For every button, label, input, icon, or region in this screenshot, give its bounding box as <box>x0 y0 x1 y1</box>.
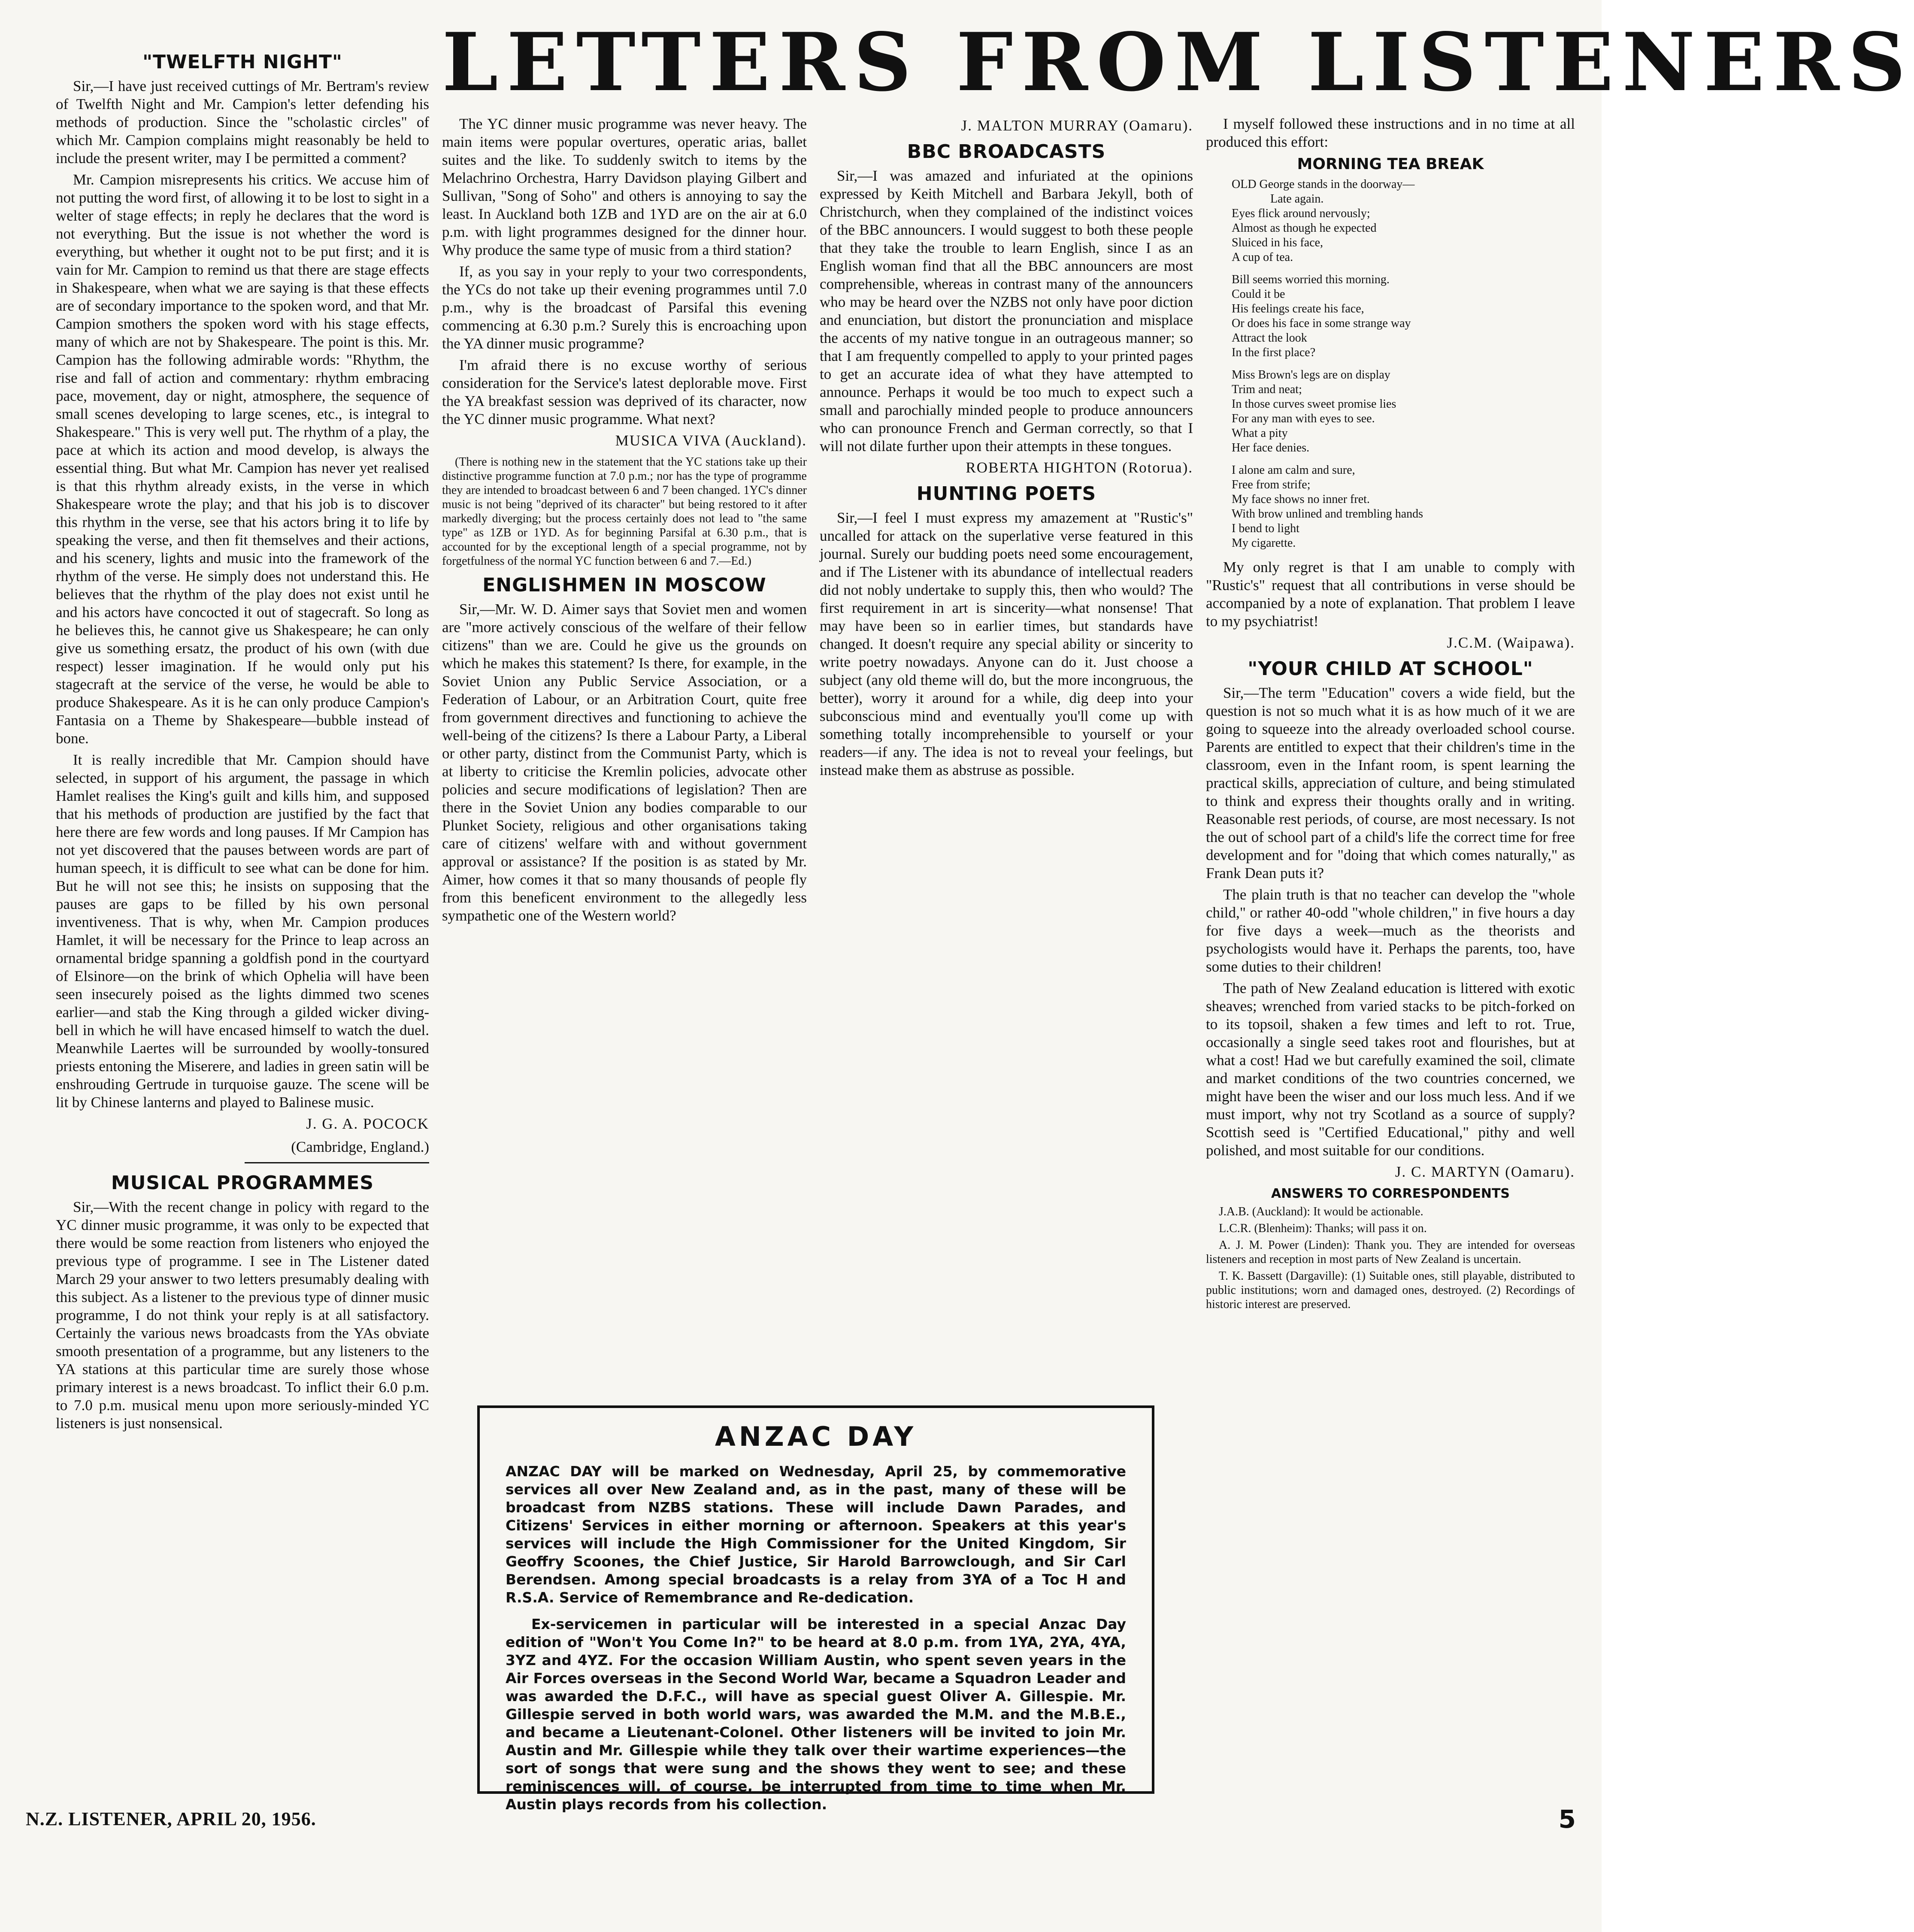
anzac-day-box <box>477 1405 1154 1813</box>
letter-paragraph: Sir,—I feel I must express my amazement at "Rustic's" uncalled for attack on the superlative verse featured in this journal. Surely our budding poets need some encouragement, and if The Listener with its abundance of intellectual readers did not nobly undertake to supply this, then who would? The first requirement in art is sincerity—what nonsense! That may have been so in earlier times, but standards have changed. It doesn't require any special ability or sincerity to write poetry nowadays. Anyone can do it. Just choose a subject (any old theme will do, but the more incongruous, the better), worry it around for a while, dig deep into your subconscious mind and eventually you'll come up with something totally incomprehensible to yourself or your readers—if any. The idea is not to reveal your feelings, but instead make them as abstruse as possible. <box>820 509 1193 778</box>
letter-paragraph: My only regret is that I am unable to comply with "Rustic's" request that all contributions in verse should be accompanied by a note of explanation. That problem I leave to my psychiatrist! <box>1206 559 1575 630</box>
letter-paragraph: I'm afraid there is no excuse worthy of serious consideration for the Service's latest deplorable move. First the YA breakfast session was deprived of its character, now the YC dinner music programme. What next? <box>442 357 807 427</box>
heading-twelfth-night: "TWELFTH NIGHT" <box>142 51 342 73</box>
poem-line: Miss Brown's legs are on display <box>1232 368 1390 382</box>
letter-paragraph: The YC dinner music programme was never heavy. The main items were popular overtures, operatic arias, ballet suites and the like. To suddenly switch to items by the Melachrino Orchestra, Harry Davidson playing Gilbert and Sullivan, "Song of Soho" and others is annoying to say the least. In Auckland both 1ZB and 1YD are on the air at 6.0 p.m. with light programmes designed for the dinner hour. Why produce the same type of music from a third station? <box>442 115 807 258</box>
poem-line: What a pity <box>1232 427 1288 440</box>
signature: J. MALTON MURRAY (Oamaru). <box>961 117 1193 134</box>
poem-line: Almost as though he expected <box>1232 221 1377 235</box>
answer-item: L.C.R. (Blenheim): Thanks; will pass it on. <box>1219 1222 1427 1235</box>
signature: J. C. MARTYN (Oamaru). <box>1395 1163 1575 1180</box>
heading-musical-programmes: MUSICAL PROGRAMMES <box>111 1172 374 1194</box>
poem-line: In the first place? <box>1232 346 1316 359</box>
poem-line: Bill seems worried this morning. <box>1232 273 1390 286</box>
poem-line: For any man with eyes to see. <box>1232 412 1375 425</box>
column-2 <box>442 115 807 1402</box>
publication-footer: N.Z. LISTENER, APRIL 20, 1956. <box>26 1808 316 1829</box>
poem-title: MORNING TEA BREAK <box>1297 155 1484 173</box>
heading-your-child-at-school: "YOUR CHILD AT SCHOOL" <box>1248 658 1533 680</box>
poem-line: With brow unlined and trembling hands <box>1232 507 1423 521</box>
answers-heading: ANSWERS TO CORRESPONDENTS <box>1271 1186 1510 1201</box>
heading-englishmen-in-moscow: ENGLISHMEN IN MOSCOW <box>482 574 766 596</box>
anzac-paragraph: Ex-servicemen in particular will be interested in a special Anzac Day edition of "Won't You Come In?" to be heard at 8.0 p.m. from 1YA, 2YA, 4YA, 3YZ and 4YZ. For the occasion William Austin, who spent seven years in the Air Forces overseas in the Second World War, became a Squadron Leader and was awarded the D.F.C., will have as special guest Oliver A. Gillespie. Mr. Gillespie served in both world wars, was awarded the M.M. and the M.B.E., and became a Lieutenant-Colonel. Other listeners will be invited to join Mr. Austin and Mr. Gillespie while they talk over their wartime experiences—the sort of songs that were sung and the shows they went to see; and these reminiscences will, of course, be interrupted from time to time when Mr. Austin plays records from his collection. <box>506 1616 1126 1813</box>
signature: J.C.M. (Waipawa). <box>1447 634 1575 651</box>
poem-line: Her face denies. <box>1232 441 1310 454</box>
answer-item: T. K. Bassett (Dargaville): (1) Suitable ones, still playable, distributed to public institutions; worn and damaged ones, destroyed. (2) Recordings of historic interest are preserved. <box>1206 1269 1575 1311</box>
page-number: 5 <box>1558 1805 1576 1834</box>
poem-line: Could it be <box>1232 288 1285 301</box>
poem-line: A cup of tea. <box>1232 251 1293 264</box>
divider <box>245 1162 429 1163</box>
poem-line: Attract the look <box>1232 331 1307 345</box>
poem-line: My cigarette. <box>1232 536 1296 550</box>
poem-line: Eyes flick around nervously; <box>1232 207 1370 220</box>
answer-item: J.A.B. (Auckland): It would be actionable. <box>1219 1205 1423 1218</box>
letter-paragraph: The path of New Zealand education is littered with exotic sheaves; wrenched from varied stacks to be pitch-forked on to its topsoil, shaken a few times and left to rot. True, occasionally a single seed takes root and flourishes, but at what a cost! Had we but carefully examined the soil, climate and market conditions of the two countries concerned, we might have been the wiser and our loss much less. And if we must import, why not try Scotland as a source of supply? Scottish seed is "Certified Educational," pithy and well polished, and most suitable for our conditions. <box>1206 980 1575 1159</box>
poem-line: Free from strife; <box>1232 478 1311 491</box>
poem-line: I bend to light <box>1232 522 1299 535</box>
heading-bbc-broadcasts: BBC BROADCASTS <box>907 141 1106 163</box>
signature: MUSICA VIVA (Auckland). <box>615 432 807 449</box>
poem-line: I alone am calm and sure, <box>1232 463 1355 477</box>
poem-line: Or does his face in some strange way <box>1232 317 1411 330</box>
editor-note: (There is nothing new in the statement that the YC stations take up their distinctive programme function at 7.0 p.m.; nor has the type of programme they are intended to broadcast between 6 and 7 been changed. 1YC's dinner music is not being "deprived of its character" but being restored to it after markedly diverging; but the process certainly does not lead to "the same type" as 1ZB or 1YD. As for beginning Parsifal at 6.30 p.m., that is accounted for by the exceptional length of a special programme, not by forgetfulness of the normal YC function between 6 and 7.—Ed.) <box>442 455 807 568</box>
poem-line: OLD George stands in the doorway— <box>1232 178 1415 191</box>
poem-line: Late again. <box>1270 192 1324 206</box>
answer-item: A. J. M. Power (Linden): Thank you. They are intended for overseas listeners and reception in most parts of New Zealand is uncertain. <box>1206 1239 1575 1266</box>
letter-paragraph: I myself followed these instructions and in no time at all produced this effort: <box>1206 115 1575 150</box>
column-1 <box>56 45 429 1796</box>
anzac-day-title: ANZAC DAY <box>715 1421 917 1452</box>
letter-paragraph: If, as you say in your reply to your two correspondents, the YCs do not take up their evening programmes until 7.0 p.m., why is the broadcast of Parsifal this evening commencing at 6.30 p.m.? Surely this is encroaching upon the YA dinner music programme? <box>442 263 807 352</box>
poem-stanza <box>1206 177 1575 265</box>
poem-stanza <box>1206 463 1575 551</box>
poem-line: His feelings create his face, <box>1232 302 1364 315</box>
letter-paragraph: The plain truth is that no teacher can develop the "whole child," or rather 40-odd "whole children," in five hours a day for five days a week—much as the theorists and psychologists would have it. Perhaps the parents, too, have some duties to their children! <box>1206 886 1575 975</box>
letter-paragraph: Sir,—With the recent change in policy with regard to the YC dinner music programme, it was only to be expected that there would be some reaction from listeners who enjoyed the previous type of programme. I see in The Listener dated March 29 your answer to two letters presumably dealing with this subject. As a listener to the previous type of dinner music programme, I do not think your reply is at all satisfactory. Certainly the various news broadcasts from the YAs obviate smooth presentation of a programme, but any listeners to the YA stations at this particular time are surely those whose primary interest is a news broadcast. To inflict their 6.0 p.m. to 7.0 p.m. musical menu upon more seriously-minded YC listeners is just nonsensical. <box>56 1199 429 1432</box>
letter-paragraph: Sir,—Mr. W. D. Aimer says that Soviet men and women are "more actively conscious of the welfare of their fellow citizens" than we are. Could he give us the grounds on which he makes this statement? Is there, for example, in the Soviet Union any Public Service Association, or a Federation of Labour, or an Arbitration Court, quite free from government directives and functioning to achieve the well-being of the citizens? Is there a Labour Party, a Liberal or other party, distinct from the Communist Party, which is at liberty to criticise the Kremlin policies, advocate other policies and secure modifications of legislation? Then are there in the Soviet Union any bodies comparable to our Plunket Society, religious and other organisations taking care of citizens' welfare with and without government approval or assistance? If the position is as stated by Mr. Aimer, how comes it that so many thousands of people fly from this beneficent environment to the allegedly less sympathetic one of the Western world? <box>442 601 807 924</box>
column-4 <box>1206 115 1575 1832</box>
column-3 <box>820 115 1193 1394</box>
heading-hunting-poets: HUNTING POETS <box>916 483 1096 505</box>
masthead: LETTERS FROM LISTENERS <box>442 15 1914 109</box>
poem-stanza <box>1206 273 1575 360</box>
poem-line: Trim and neat; <box>1232 383 1302 396</box>
poem-line: In those curves sweet promise lies <box>1232 397 1396 411</box>
signature: J. G. A. POCOCK <box>306 1115 429 1132</box>
letter-paragraph: Sir,—I have just received cuttings of Mr. Bertram's review of Twelfth Night and Mr. Campion's letter defending his methods of production. Since the "scholastic circles" of which Mr. Campion complains might reasonably be held to include the present writer, may I be permitted a comment? <box>56 78 429 167</box>
poem-stanza <box>1206 368 1575 455</box>
signature-location: (Cambridge, England.) <box>291 1139 429 1155</box>
poem-line: My face shows no inner fret. <box>1232 493 1370 506</box>
letter-paragraph: Mr. Campion misrepresents his critics. We accuse him of not putting the word first, of allowing it to be lost to sight in a welter of stage effects; in reply he declares that the word is not everything. But the issue is not whether the word is everything, but whether it ought not to be put first; and it is vain for Mr. Campion to remind us that there are stage effects in Shakespeare, when what we are saying is that these effects are of secondary importance to the spoken word, and that Mr. Campion smothers the spoken word with his stage effects, many of which are not by Shakespeare. The point is this. Mr. Campion has the following admirable words: "Rhythm, the rise and fall of action and commentary: rhythm embracing pace, movement, day or night, atmosphere, the sequence of small scenes developing to large scenes, etc., is integral to Shakespeare." This is very well put. The rhythm of a play, the pace at which its action and mood develop, is always the essential thing. But what Mr. Campion has never yet realised is that this rhythm already exists, in the verse in which Shakespeare wrote the play; and that his job is to discover this rhythm in the verse, see that his actors bring it to life by speaking the verse, and then fit themselves and their actions, and his scenery, lights and music into the framework of the rhythm of the verse. He simply does not understand this. He believes that the rhythm of the play does not exist until he and his actors have concocted it out of stagecraft. So long as he believes this, he cannot give us Shakespeare; he can only give us something ersatz, the product of his own (with due respect) lesser imagination. If he would only put his stagecraft at the service of the verse, he would be able to produce Shakespeare. As it is he can only produce Campion's Fantasia on a Theme by Shakespeare—bubble instead of bone. <box>56 171 429 747</box>
letter-paragraph: It is really incredible that Mr. Campion should have selected, in support of his argument, the passage in which Hamlet realises the King's guilt and kills him, and supposed that his methods of production are justified by the fact that here there are few words and long pauses. If Mr Campion has not yet discovered that the pauses between words are part of human speech, it is difficult to see what can be done for him. But he will not see this; he insists on supposing that the pauses are gaps to be filled by his own personal inventiveness. That is why, when Mr. Campion produces Hamlet, it will be necessary for the Prince to leap across an ornamental bridge spanning a goldfish pond in the courtyard of Elsinore—on the brink of which Ophelia will have been seen insecurely poised as the lights dimmed two scenes earlier—and stab the King through a gilded wicker diving-bell in which he will have encased himself to watch the duel. Meanwhile Laertes will be surrounded by woolly-tonsured priests entoning the Miserere, and ladies in green satin will be enshrouding Gertrude in turquoise gauze. The scene will be lit by Chinese lanterns and played to Balinese music. <box>56 751 429 1111</box>
letter-paragraph: Sir,—The term "Education" covers a wide field, but the question is not so much what it is as how much of it we are going to squeeze into the already overloaded school course. Parents are entitled to expect that their children's time in the classroom, even in the Infant room, is spent learning the practical skills, appreciation of culture, and being stimulated to think and express their thoughts orally and in writing. Reasonable rest periods, of course, are most necessary. Is not the out of school part of a child's life the correct time for free development and for "doing that which comes naturally," as Frank Dean puts it? <box>1206 684 1575 881</box>
poem-line: Sluiced in his face, <box>1232 236 1323 249</box>
signature: ROBERTA HIGHTON (Rotorua). <box>966 459 1193 476</box>
letter-paragraph: Sir,—I was amazed and infuriated at the opinions expressed by Keith Mitchell and Barbara Jekyll, both of Christchurch, when they complained of the indistinct voices of the BBC announcers. I would suggest to both these people that they take the trouble to learn English, since I as an English woman find that all the BBC announcers are most comprehensible, whereas in contrast many of the announcers who may be heard over the NZBS not only have poor diction and enunciation, but distort the pronunciation and misplace the accents of my native tongue in an outrageous manner; so that I am frequently compelled to apply to your printed pages to get an accurate idea of what they have attempted to announce. Perhaps it would be too much to expect such a small and parochially minded people to produce announcers who can pronounce French and German correctly, so that I will not dilate further upon their attempts in these tongues. <box>820 167 1193 454</box>
anzac-paragraph: ANZAC DAY will be marked on Wednesday, April 25, by commemorative services all over New Zealand and, as in the past, many of these will be broadcast from NZBS stations. These will include Dawn Parades, and Citizens' Services in either morning or afternoon. Speakers at this year's services will include the High Commissioner for the United Kingdom, Sir Geoffry Scoones, the Chief Justice, Sir Harold Barrowclough, and Sir Carl Berendsen. Among special broadcasts is a relay from 3YA of a Toc H and R.S.A. Service of Remembrance and Re-dedication. <box>506 1463 1126 1606</box>
